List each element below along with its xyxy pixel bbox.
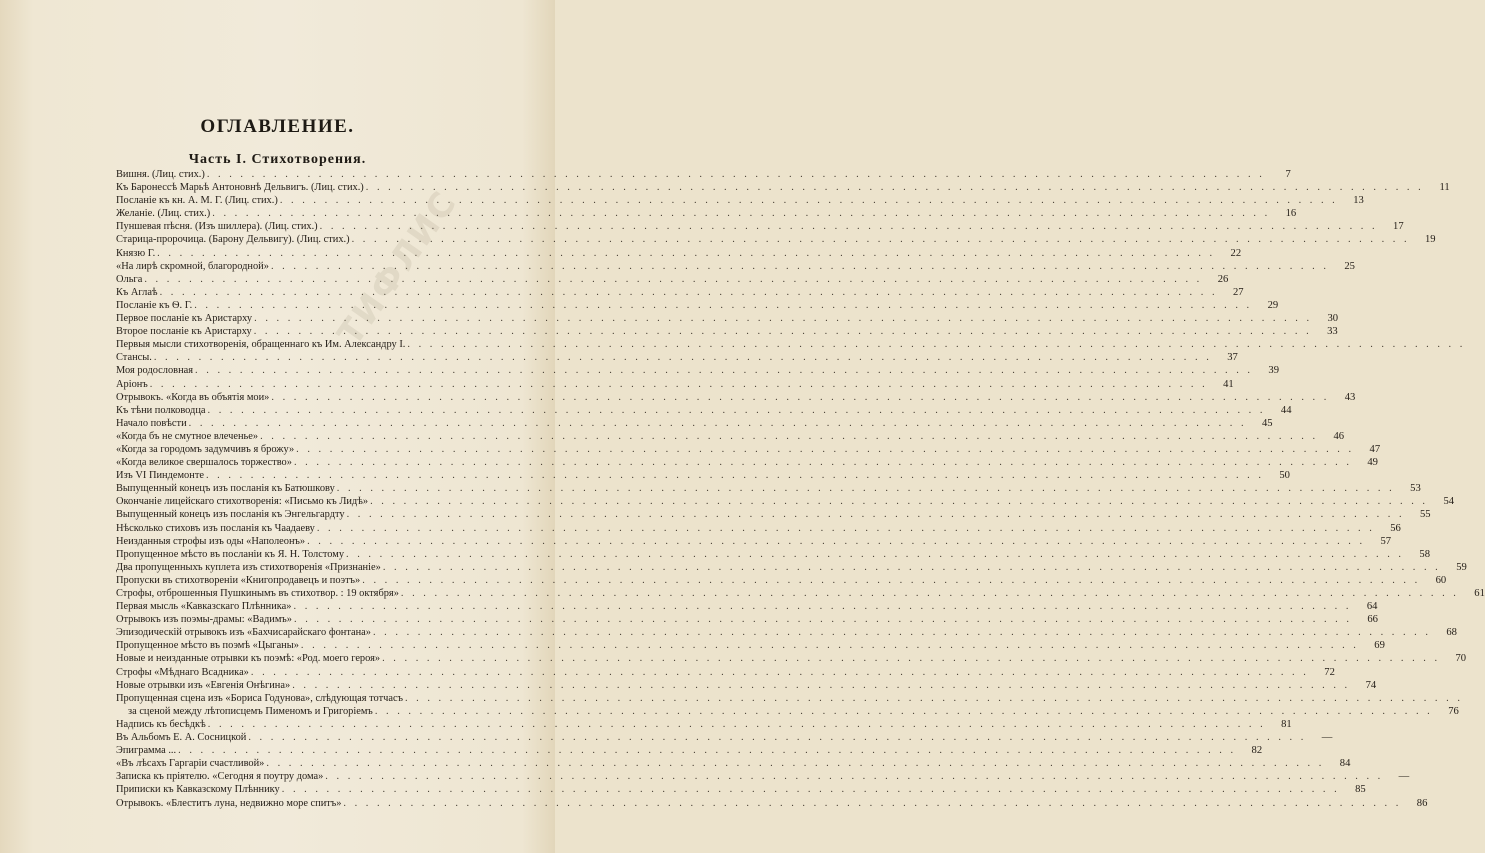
toc-entry-page-number: 44 <box>1280 404 1292 416</box>
toc-entry-title: Отрывокъ изъ поэмы-драмы: «Вадимъ» <box>116 614 292 626</box>
dot-leader <box>296 443 1354 456</box>
toc-entry <box>116 404 1292 417</box>
toc-entry-title: Первыя мысли стихотворенія, обращеннаго къ Им. Александру I. <box>116 339 406 351</box>
toc-entry-page-number: 82 <box>1251 745 1263 757</box>
dot-leader <box>150 378 1208 391</box>
toc-entry-page-number: 81 <box>1281 718 1292 730</box>
toc-entry <box>116 312 1339 325</box>
toc-entry <box>116 652 1467 665</box>
toc-entry-title: Князю Г. <box>116 247 156 259</box>
part-heading: Часть I. Стихотворения. <box>188 152 367 167</box>
toc-entry-page-number: 37 <box>1227 352 1238 364</box>
toc-entry-title: Выпущенный конецъ изъ посланія къ Энгельгардту <box>116 509 345 521</box>
dot-leader <box>352 233 1410 246</box>
toc-entry <box>116 456 1378 469</box>
toc-entry-page-number: 60 <box>1435 574 1447 586</box>
dot-leader <box>375 705 1433 718</box>
dot-leader <box>294 613 1352 626</box>
toc-entry-title: Первое посланіе къ Аристарху <box>116 313 253 325</box>
toc-entry-page-number: 33 <box>1327 326 1338 338</box>
toc-entry <box>116 783 1366 796</box>
dot-leader <box>271 391 1329 404</box>
toc-entry-page-number: 66 <box>1367 614 1378 626</box>
dot-leader <box>207 168 1265 181</box>
dot-leader <box>401 587 1459 600</box>
toc-entry-title: Ольга <box>116 273 143 285</box>
toc-entry-page-number: 41 <box>1223 378 1234 390</box>
dot-leader <box>320 220 1378 233</box>
toc-entry-page-number: 46 <box>1333 430 1345 442</box>
toc-entry-page-number: 25 <box>1344 260 1355 272</box>
toc-entry-title: за сценой между лѣтописцемъ Пименомъ и Григоріемъ <box>128 705 373 717</box>
dot-leader <box>280 194 1338 207</box>
toc-entry-page-number: 55 <box>1419 509 1431 521</box>
toc-entry <box>116 561 1467 574</box>
toc-entry-title: Надпись къ бесѣдкѣ <box>116 718 206 730</box>
toc-entry <box>116 207 1297 220</box>
dot-leader <box>195 364 1253 377</box>
dot-leader <box>347 508 1405 521</box>
dot-leader <box>373 626 1431 639</box>
toc-entry <box>116 705 1459 718</box>
dot-leader <box>343 797 1401 810</box>
toc-entry <box>116 260 1355 273</box>
toc-entry-title: Отрывокъ. «Когда въ объятія мои» <box>116 391 270 403</box>
toc-entry-page-number: 16 <box>1285 208 1297 220</box>
toc-entry-title: Новые отрывки изъ «Евгенія Онѣгина» <box>116 679 291 691</box>
toc-entry-page-number: 49 <box>1367 457 1378 469</box>
dot-leader <box>157 247 1215 260</box>
toc-entry-title: Приписки къ Кавказскому Плѣннику <box>116 784 280 796</box>
toc-entry-title: Къ Баронессѣ Марьѣ Антоновнѣ Дельвигъ. (Лиц. стих.) <box>116 182 364 194</box>
toc-entry-page-number: 53 <box>1410 483 1421 495</box>
toc-entry <box>116 168 1291 181</box>
toc-entry <box>116 351 1238 364</box>
toc-entry-page-number: 76 <box>1448 705 1459 717</box>
dot-leader <box>346 548 1404 561</box>
toc-entry-page-number: 30 <box>1327 313 1339 325</box>
toc-entry-page-number: 70 <box>1455 653 1467 665</box>
toc-entry-page-number: 26 <box>1217 273 1229 285</box>
page-title: ОГЛАВЛЕНИЕ. <box>200 116 355 137</box>
toc-entry <box>116 535 1392 548</box>
toc-entry <box>116 626 1457 639</box>
dot-leader <box>271 260 1329 273</box>
dot-leader <box>266 757 1324 770</box>
toc-entry-title: «Когда великое свершалось торжество» <box>116 457 292 469</box>
toc-entry-title: Посланіе къ кн. А. М. Г. (Лиц. стих.) <box>116 195 278 207</box>
toc-entry-title: Желаніе. (Лиц. стих.) <box>116 208 211 220</box>
toc-entry-page-number: 22 <box>1230 247 1242 259</box>
dot-leader <box>282 783 1340 796</box>
watermark: ТИФЛИС <box>330 183 466 353</box>
dot-leader <box>194 299 1252 312</box>
toc-entry-title: Второе посланіе къ Аристарху <box>116 326 252 338</box>
toc-entry-title: Неизданныя строфы изъ оды «Наполеонъ» <box>116 535 306 547</box>
dot-leader <box>260 430 1318 443</box>
dot-leader <box>370 495 1428 508</box>
toc-entry-page-number: 72 <box>1324 666 1335 678</box>
toc-entry-title: Новые и неизданные отрывки къ поэмѣ: «Род. моего героя» <box>116 653 381 665</box>
dot-leader <box>366 181 1424 194</box>
dot-leader <box>405 692 1463 705</box>
dot-leader <box>144 273 1202 286</box>
dot-leader <box>160 286 1218 299</box>
toc-entry-title: Пропуски въ стихотвореніи «Книгопродавецъ и поэтъ» <box>116 574 361 586</box>
toc-entry-page-number: 59 <box>1456 561 1467 573</box>
dot-leader <box>251 666 1309 679</box>
toc-entry-page-number: 43 <box>1344 391 1356 403</box>
toc-entry-title: Выпущенный конецъ изъ посланія къ Батюшкову <box>116 483 335 495</box>
dot-leader <box>154 351 1212 364</box>
toc-entry <box>116 744 1263 757</box>
toc-entry-page-number: 11 <box>1439 182 1450 194</box>
toc-entry-title: Нѣсколько стиховъ изъ посланія къ Чаадаеву <box>116 522 315 534</box>
toc-entry <box>116 600 1378 613</box>
toc-entry-title: Окончаніе лицейскаго стихотворенія: «Письмо къ Лидѣ» <box>116 496 369 508</box>
dot-leader <box>206 469 1264 482</box>
dot-leader <box>178 744 1236 757</box>
toc-entry <box>116 797 1428 810</box>
toc-entry-page-number: 57 <box>1380 535 1392 547</box>
toc-entry-title: Строфы «Мѣднаго Всадника» <box>116 666 249 678</box>
toc-entry-page-number: 39 <box>1268 365 1280 377</box>
toc-entry <box>116 613 1378 626</box>
toc-entry-page-number: 74 <box>1365 679 1377 691</box>
toc-entry <box>116 391 1356 404</box>
toc-entry <box>116 443 1381 456</box>
toc-entry <box>116 325 1338 338</box>
toc-entry <box>116 731 1333 744</box>
dot-leader <box>337 482 1395 495</box>
dot-leader <box>292 679 1350 692</box>
toc-entry-page-number: 68 <box>1446 627 1457 639</box>
toc-entry-title: Первая мысль «Кавказскаго Плѣнника» <box>116 601 292 613</box>
toc-entry <box>116 587 1485 600</box>
toc-entry <box>116 482 1421 495</box>
toc-entry <box>116 548 1430 561</box>
dot-leader <box>208 718 1266 731</box>
toc-entry <box>116 692 437 705</box>
toc-entry-page-number: 17 <box>1393 221 1404 233</box>
dot-leader <box>301 639 1359 652</box>
toc-entry <box>116 338 437 351</box>
toc-entry-page-number: 27 <box>1232 286 1244 298</box>
toc-entry-page-number: 64 <box>1366 601 1378 613</box>
dot-leader <box>407 338 1465 351</box>
toc-entry <box>116 522 1401 535</box>
toc-entry <box>116 299 1279 312</box>
toc-entry-page-number: 54 <box>1443 496 1455 508</box>
toc-entry-page-number: 86 <box>1416 797 1428 809</box>
dot-leader <box>362 574 1420 587</box>
toc-entry-page-number: 69 <box>1374 640 1385 652</box>
table-of-contents <box>116 168 1485 810</box>
toc-entry-page-number: 58 <box>1419 548 1430 560</box>
toc-entry-page-number: 13 <box>1353 195 1364 207</box>
toc-entry-title: Къ тѣни полководца <box>116 404 206 416</box>
toc-entry <box>116 247 1242 260</box>
toc-entry <box>116 718 1292 731</box>
toc-entry <box>116 508 1431 521</box>
toc-entry-title: Изъ VI Пиндемонте <box>116 470 204 482</box>
toc-entry-page-number: 56 <box>1390 522 1401 534</box>
dot-leader <box>254 325 1312 338</box>
toc-entry-page-number: — <box>1321 732 1333 744</box>
toc-entry-title: Посланіе къ Ѳ. Г. <box>116 299 193 311</box>
toc-entry <box>116 495 1455 508</box>
toc-entry-title: «Въ лѣсахъ Гаргаріи счастливой» <box>116 758 265 770</box>
toc-entry <box>116 181 1450 194</box>
toc-entry <box>116 378 1234 391</box>
toc-entry <box>116 639 1385 652</box>
toc-entry <box>116 233 1436 246</box>
toc-entry-title: Пуншевая пѣсня. (Изъ шиллера). (Лиц. стих.) <box>116 221 318 233</box>
dot-leader <box>294 456 1352 469</box>
toc-entry-page-number: 50 <box>1279 470 1290 482</box>
toc-entry <box>116 273 1229 286</box>
toc-entry <box>116 194 1364 207</box>
toc-entry-page-number: 45 <box>1262 417 1273 429</box>
dot-leader <box>325 770 1383 783</box>
toc-entry <box>116 430 1345 443</box>
toc-entry-page-number: 7 <box>1285 169 1291 180</box>
toc-entry-page-number: 19 <box>1424 234 1436 246</box>
dot-leader <box>212 207 1270 220</box>
toc-entry-title: Моя родословная <box>116 365 194 377</box>
toc-entry <box>116 574 1447 587</box>
toc-entry-title: Два пропущенныхъ куплета изъ стихотворенія «Признаніе» <box>116 561 381 573</box>
toc-entry <box>116 770 1410 783</box>
toc-entry-title: Къ Аглаѣ <box>116 286 158 298</box>
toc-entry <box>116 666 1335 679</box>
toc-entry-title: Пропущенное мѣсто въ посланіи къ Я. Н. Толстому <box>116 548 345 560</box>
toc-entry-title: Аріонъ <box>116 378 148 390</box>
toc-entry-page-number: 84 <box>1339 758 1351 770</box>
toc-entry-title: «Когда бъ не смутное влеченье» <box>116 430 259 442</box>
toc-entry-title: Отрывокъ. «Блеститъ луна, недвижно море спитъ» <box>116 797 342 809</box>
toc-entry-title: Стансы. <box>116 352 152 364</box>
toc-entry <box>116 757 1351 770</box>
toc-entry <box>116 469 1290 482</box>
dot-leader <box>307 535 1365 548</box>
dot-leader <box>382 652 1440 665</box>
toc-entry <box>116 679 1377 692</box>
toc-entry-page-number: 85 <box>1355 784 1366 796</box>
toc-entry-page-number: 47 <box>1369 443 1381 455</box>
toc-entry-title: «Когда за городомъ задумчивъ я брожу» <box>116 443 295 455</box>
toc-entry-title: Пропущенное мѣсто въ поэмѣ «Цыганы» <box>116 640 299 652</box>
toc-entry-page-number: — <box>1398 771 1410 783</box>
toc-entry-title: Записка къ пріятелю. «Сегодня я поутру дома» <box>116 771 324 783</box>
dot-leader <box>189 417 1247 430</box>
toc-entry-title: Эпиграмма ... <box>116 745 177 757</box>
toc-entry-title: Въ Альбомъ Е. А. Сосницкой <box>116 732 247 744</box>
toc-entry-title: Пропущенная сцена изъ «Бориса Годунова», слѣдующая тотчасъ <box>116 692 403 704</box>
toc-entry-title: Строфы, отброшенныя Пушкинымъ въ стихотвор. : 19 октября» <box>116 588 399 599</box>
toc-entry-title: Старица-пророчица. (Барону Дельвигу). (Лиц. стих.) <box>116 234 350 246</box>
dot-leader <box>248 731 1306 744</box>
dot-leader <box>317 522 1375 535</box>
toc-entry-title: «На лирѣ скромной, благородной» <box>116 260 269 272</box>
toc-entry-title: Эпизодическій отрывокъ изъ «Бахчисарайскаго фонтана» <box>116 627 371 639</box>
toc-entry <box>116 417 1273 430</box>
toc-entry-page-number: 61 <box>1474 588 1485 599</box>
dot-leader <box>208 404 1266 417</box>
toc-entry-title: Вишня. (Лиц. стих.) <box>116 169 205 180</box>
dot-leader <box>383 561 1441 574</box>
dot-leader <box>294 600 1352 613</box>
toc-entry-page-number: 29 <box>1267 299 1279 311</box>
toc-entry <box>116 364 1280 377</box>
toc-entry <box>116 286 1244 299</box>
toc-entry <box>116 220 1404 233</box>
dot-leader <box>254 312 1312 325</box>
toc-entry-title: Начало повѣсти <box>116 417 187 429</box>
